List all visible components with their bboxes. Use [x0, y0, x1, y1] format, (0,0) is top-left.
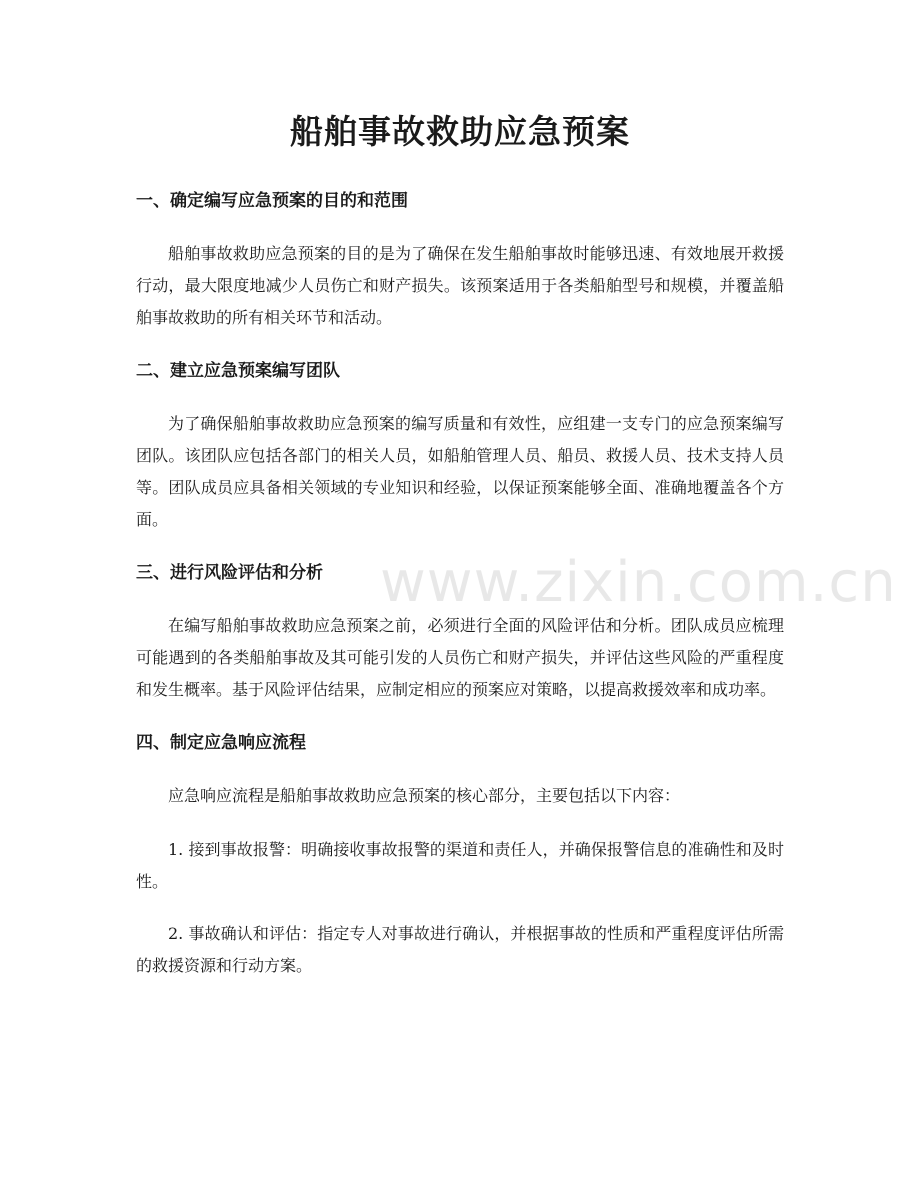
- watermark: www.zixin.com.cn: [380, 550, 897, 615]
- document-body: [136, 186, 784, 1002]
- section-heading: 三、进行风险评估和分析: [136, 563, 323, 583]
- section-purpose-scope: [136, 186, 784, 334]
- section-heading: 二、建立应急预案编写团队: [136, 361, 340, 381]
- section-response-process: [136, 728, 784, 982]
- paragraph: 在编写船舶事故救助应急预案之前，必须进行全面的风险评估和分析。团队成员应梳理可能遇到的各类船舶事故及其可能引发的人员伤亡和财产损失，并评估这些风险的严重程度和发生概率。基于风险评估结果，应制定相应的预案应对策略，以提高救援效率和成功率。: [136, 616, 784, 699]
- section-heading: 四、制定应急响应流程: [136, 733, 306, 753]
- paragraph: 应急响应流程是船舶事故救助应急预案的核心部分，主要包括以下内容：: [168, 786, 681, 805]
- list-item: 2. 事故确认和评估：指定专人对事故进行确认，并根据事故的性质和严重程度评估所需的救援资源和行动方案。: [136, 924, 784, 975]
- section-heading: 一、确定编写应急预案的目的和范围: [136, 191, 408, 211]
- page-title: 船舶事故救助应急预案: [290, 112, 630, 151]
- section-risk-assessment: [136, 558, 784, 706]
- paragraph: 船舶事故救助应急预案的目的是为了确保在发生船舶事故时能够迅速、有效地展开救援行动，最大限度地减少人员伤亡和财产损失。该预案适用于各类船舶型号和规模，并覆盖船舶事故救助的所有相关环节和活动。: [136, 244, 784, 327]
- paragraph: 为了确保船舶事故救助应急预案的编写质量和有效性，应组建一支专门的应急预案编写团队。该团队应包括各部门的相关人员，如船舶管理人员、船员、救援人员、技术支持人员等。团队成员应具备相关领域的专业知识和经验，以保证预案能够全面、准确地覆盖各个方面。: [136, 414, 784, 529]
- section-team: [136, 356, 784, 536]
- list-item: 1. 接到事故报警：明确接收事故报警的渠道和责任人，并确保报警信息的准确性和及时性。: [136, 840, 784, 891]
